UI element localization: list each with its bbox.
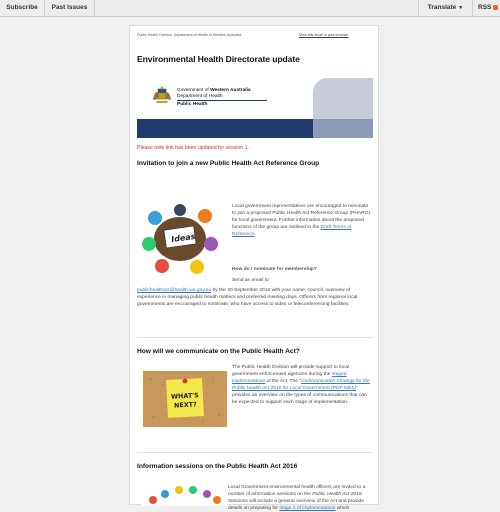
- banner-gov-label: Government of: [177, 88, 211, 93]
- draft-terms-link[interactable]: Draft Terms of Reference: [232, 225, 352, 238]
- translate-label: Translate: [427, 4, 457, 11]
- caret-down-icon: ▼: [458, 5, 464, 11]
- nominate-details: [137, 287, 373, 308]
- section-heading-communicate: How will we communicate on the Public Health Act?: [137, 348, 300, 355]
- svg-text:WHAT'SNEXT?: WHAT'SNEXT?: [170, 391, 199, 410]
- ideas-illustration: [137, 204, 223, 274]
- divider: [137, 452, 373, 453]
- pharg-intro: [232, 203, 373, 238]
- email-link[interactable]: publichealthact@health.wa.gov.au: [137, 288, 212, 293]
- info-text-a: Local Government environmental health officers are invited to a number of information sessions on the: [228, 485, 366, 498]
- banner-text: [177, 88, 251, 99]
- banner-rule: [177, 100, 267, 101]
- ideas-image: [137, 204, 223, 274]
- ideas-label: Ideas: [170, 231, 196, 245]
- whats-next-image: [143, 371, 227, 427]
- banner-division: Public Health: [177, 102, 208, 107]
- stage-2-link[interactable]: stage 2 of implementation: [279, 506, 336, 512]
- preheader-text: Public Health Division, Department of Health of Western Australia.: [137, 33, 242, 37]
- email-card: [129, 25, 379, 512]
- banner-state-label: Western Australia: [210, 88, 251, 93]
- communicate-text-c: " provides an overview on the types of communications that can be expected to support each stage of implementation.: [232, 386, 367, 406]
- corkboard-note-illustration: [143, 371, 227, 427]
- rss-icon: [493, 5, 498, 10]
- section-heading-info-sessions: Information sessions on the Public Health Act 2016: [137, 463, 298, 470]
- update-notice: Please note link has been updated for session 1.: [137, 145, 249, 151]
- pharg-intro-end: .: [254, 232, 256, 238]
- page-title: Environmental Health Directorate update: [137, 54, 300, 64]
- pharg-intro-text: Local government representatives are encouraged to nominate to join a proposed Public Health Act Reference Group (PHARG) for local government. Further information about the proposed functions of the group are outlined in the: [232, 204, 371, 231]
- section-heading-pharg: Invitation to join a new Public Health Act Reference Group: [137, 160, 320, 167]
- people-circle-illustration: [141, 484, 227, 506]
- banner-shape-lower: [313, 119, 373, 138]
- top-toolbar: [0, 0, 500, 17]
- subscribe-button[interactable]: [0, 0, 45, 16]
- communication-strategy-link[interactable]: Communication Strategy for the Public Health Act 2016 for Local Government (PDF 56kb): [232, 379, 370, 392]
- header-banner: [137, 78, 373, 138]
- info-sessions-paragraph: [228, 484, 373, 512]
- subscribe-label: Subscribe: [6, 4, 38, 11]
- past-issues-label: Past Issues: [51, 4, 88, 11]
- send-email-text: Send an email to: [232, 278, 269, 283]
- past-issues-button[interactable]: [45, 0, 95, 16]
- info-text-b: . Sessions will include a general overview of the Act and provide details on preparing for: [228, 492, 364, 512]
- people-circle-image: [141, 484, 227, 506]
- rss-link[interactable]: [473, 0, 500, 16]
- staged-implementation-link[interactable]: staged implementation: [232, 372, 347, 385]
- info-text-c: which: [335, 506, 350, 512]
- view-in-browser-link[interactable]: View this email in your browser: [299, 33, 349, 37]
- info-act-name: Public Health Act 2016: [312, 492, 362, 498]
- nominate-subheading: How do I nominate for membership?: [232, 267, 317, 272]
- rss-label: RSS: [478, 4, 492, 11]
- communicate-paragraph: [232, 364, 373, 407]
- banner-department: Department of Health: [177, 93, 223, 99]
- wa-crest-logo: [151, 86, 173, 104]
- communicate-text-a: The Public Health Division will provide support to local government enforcement agencies during the: [232, 365, 350, 378]
- divider: [137, 337, 373, 338]
- nominate-details-text: by the 30 September 2016 with your name, council, overview of experience in managing public health matters and preferred meeting days. Officers from regional local governments are encouraged to nominate, who have access to video or teleconferencing facilities.: [137, 288, 358, 308]
- translate-dropdown[interactable]: [418, 0, 473, 16]
- communicate-text-b: of the Act. The ": [265, 379, 302, 385]
